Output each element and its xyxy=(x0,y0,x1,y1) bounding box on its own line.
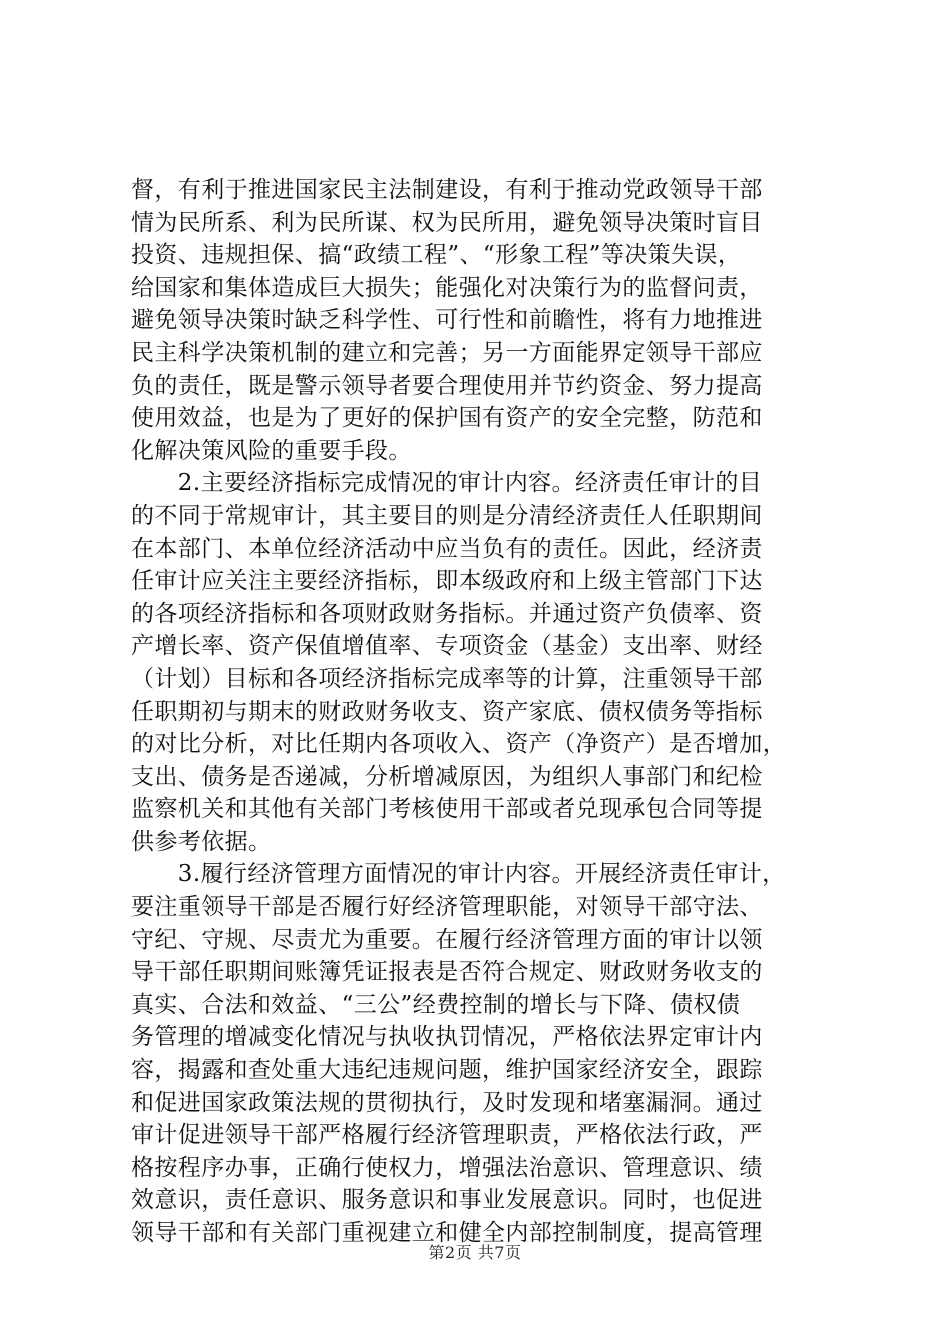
text-line: 情为民所系、利为民所谋、权为民所用，避免领导决策时盲目 xyxy=(131,209,763,236)
text-line: 的对比分析，对比任期内各项收入、资产（净资产）是否增加， xyxy=(131,731,787,758)
text-line: 的不同于常规审计，其主要目的则是分清经济责任人任职期间 xyxy=(131,502,763,529)
text-line: 民主科学决策机制的建立和完善；另一方面能界定领导干部应 xyxy=(131,339,763,366)
body-text xyxy=(131,174,831,1250)
text-line: 格按程序办事，正确行使权力，增强法治意识、管理意识、绩 xyxy=(131,1154,763,1181)
text-line: 任审计应关注主要经济指标，即本级政府和上级主管部门下达 xyxy=(131,568,763,595)
text-line: 避免领导决策时缺乏科学性、可行性和前瞻性，将有力地推进 xyxy=(131,307,763,334)
text-line: 3.履行经济管理方面情况的审计内容。开展经济责任审计， xyxy=(131,861,786,888)
text-line: 化解决策风险的重要手段。 xyxy=(131,437,412,464)
text-line: 供参考依据。 xyxy=(131,828,272,855)
text-line: 使用效益，也是为了更好的保护国有资产的安全完整，防范和 xyxy=(131,405,763,432)
text-line: 务管理的增减变化情况与执收执罚情况，严格依法界定审计内 xyxy=(131,1024,763,1051)
text-line: 审计促进领导干部严格履行经济管理职责，严格依法行政，严 xyxy=(131,1122,763,1149)
text-line: 领导干部和有关部门重视建立和健全内部控制制度，提高管理 xyxy=(131,1220,763,1246)
text-line: 投资、违规担保、搞“政绩工程”、“形象工程”等决策失误， xyxy=(131,242,742,269)
text-line: 给国家和集体造成巨大损失；能强化对决策行为的监督问责， xyxy=(131,274,763,301)
text-line: 效意识，责任意识、服务意识和事业发展意识。同时，也促进 xyxy=(131,1187,763,1214)
text-line: 守纪、守规、尽责尤为重要。在履行经济管理方面的审计以领 xyxy=(131,926,763,953)
text-line: 负的责任，既是警示领导者要合理使用并节约资金、努力提高 xyxy=(131,372,763,399)
text-line: 产增长率、资产保值增值率、专项资金（基金）支出率、财经 xyxy=(131,633,763,660)
text-line: 导干部任职期间账簿凭证报表是否符合规定、财政财务收支的 xyxy=(131,959,763,986)
page-number-footer: 第2页 共7页 xyxy=(428,1243,522,1262)
text-line: 要注重领导干部是否履行好经济管理职能，对领导干部守法、 xyxy=(131,894,763,921)
text-line: 2.主要经济指标完成情况的审计内容。经济责任审计的目 xyxy=(131,470,763,497)
text-line: 监察机关和其他有关部门考核使用干部或者兑现承包合同等提 xyxy=(131,796,763,823)
text-line: 容，揭露和查处重大违纪违规问题，维护国家经济安全，跟踪 xyxy=(131,1057,763,1084)
text-line: 督，有利于推进国家民主法制建设，有利于推动党政领导干部 xyxy=(131,177,763,203)
text-line: 的各项经济指标和各项财政财务指标。并通过资产负债率、资 xyxy=(131,600,763,627)
text-line: 和促进国家政策法规的贯彻执行，及时发现和堵塞漏洞。通过 xyxy=(131,1089,763,1116)
text-line: 任职期初与期末的财政财务收支、资产家底、债权债务等指标 xyxy=(131,698,763,725)
text-line: 支出、债务是否递减，分析增减原因，为组织人事部门和纪检 xyxy=(131,763,763,790)
text-line: （计划）目标和各项经济指标完成率等的计算，注重领导干部 xyxy=(131,665,763,692)
text-line: 真实、合法和效益、“三公”经费控制的增长与下降、债权债 xyxy=(131,991,741,1018)
text-line: 在本部门、本单位经济活动中应当负有的责任。因此，经济责 xyxy=(131,535,763,562)
